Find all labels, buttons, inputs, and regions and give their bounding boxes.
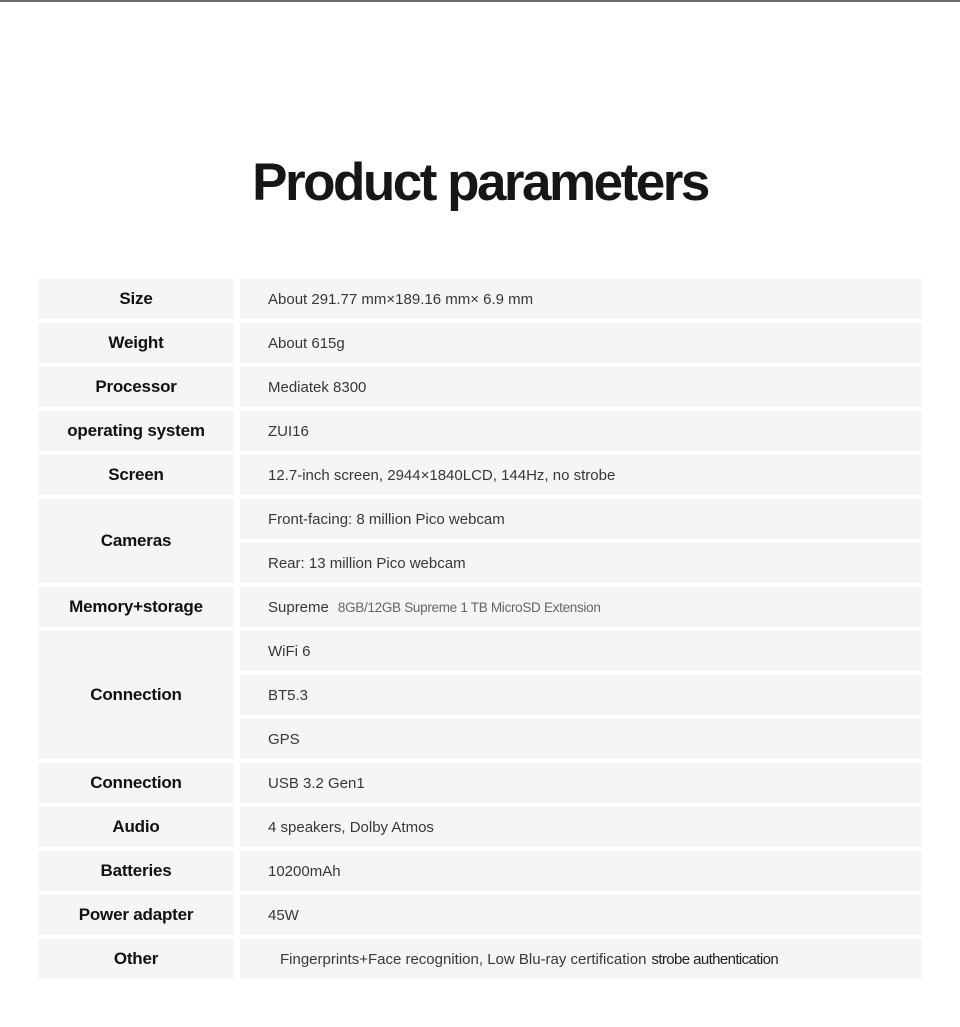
row-label-processor: Processor (38, 367, 234, 407)
row-value-camera-rear: Rear: 13 million Pico webcam (240, 543, 922, 583)
row-label-audio: Audio (38, 807, 234, 847)
table-row-size (38, 279, 922, 319)
row-value-batteries: 10200mAh (240, 851, 922, 891)
other-primary-text: Fingerprints+Face recognition, Low Blu-ray certification (280, 950, 647, 968)
table-row-screen (38, 455, 922, 495)
row-label-other: Other (38, 939, 234, 979)
row-value-weight: About 615g (240, 323, 922, 363)
table-row-batteries (38, 851, 922, 891)
table-row-connection-wireless (38, 631, 922, 759)
table-row-power-adapter (38, 895, 922, 935)
memory-primary-text: Supreme (268, 598, 329, 616)
row-label-size: Size (38, 279, 234, 319)
table-row-connection-usb (38, 763, 922, 803)
table-row-other (38, 939, 922, 979)
row-value-size: About 291.77 mm×189.16 mm× 6.9 mm (240, 279, 922, 319)
table-row-processor (38, 367, 922, 407)
top-border-bar (0, 0, 960, 2)
row-label-weight: Weight (38, 323, 234, 363)
table-row-audio (38, 807, 922, 847)
row-label-operating-system: operating system (38, 411, 234, 451)
row-value-camera-front: Front-facing: 8 million Pico webcam (240, 499, 922, 539)
row-value-operating-system: ZUI16 (240, 411, 922, 451)
table-row-weight (38, 323, 922, 363)
row-label-batteries: Batteries (38, 851, 234, 891)
row-value-screen: 12.7-inch screen, 2944×1840LCD, 144Hz, no strobe (240, 455, 922, 495)
table-row-memory-storage (38, 587, 922, 627)
row-value-gps: GPS (240, 719, 922, 759)
memory-secondary-text: 8GB/12GB Supreme 1 TB MicroSD Extension (337, 599, 601, 615)
row-value-usb: USB 3.2 Gen1 (240, 763, 922, 803)
row-value-other (240, 939, 922, 979)
spec-table (38, 279, 922, 979)
row-value-audio: 4 speakers, Dolby Atmos (240, 807, 922, 847)
row-value-memory-storage (240, 587, 922, 627)
row-label-power-adapter: Power adapter (38, 895, 234, 935)
row-value-power-adapter: 45W (240, 895, 922, 935)
row-value-bluetooth: BT5.3 (240, 675, 922, 715)
row-label-screen: Screen (38, 455, 234, 495)
row-label-connection-wireless: Connection (38, 631, 234, 759)
row-value-wifi: WiFi 6 (240, 631, 922, 671)
other-secondary-text: strobe authentication (651, 950, 779, 968)
table-row-cameras (38, 499, 922, 583)
row-label-memory-storage: Memory+storage (38, 587, 234, 627)
row-label-connection-usb: Connection (38, 763, 234, 803)
row-label-cameras: Cameras (38, 499, 234, 583)
page-title: Product parameters (252, 153, 708, 212)
row-value-processor: Mediatek 8300 (240, 367, 922, 407)
table-row-operating-system (38, 411, 922, 451)
